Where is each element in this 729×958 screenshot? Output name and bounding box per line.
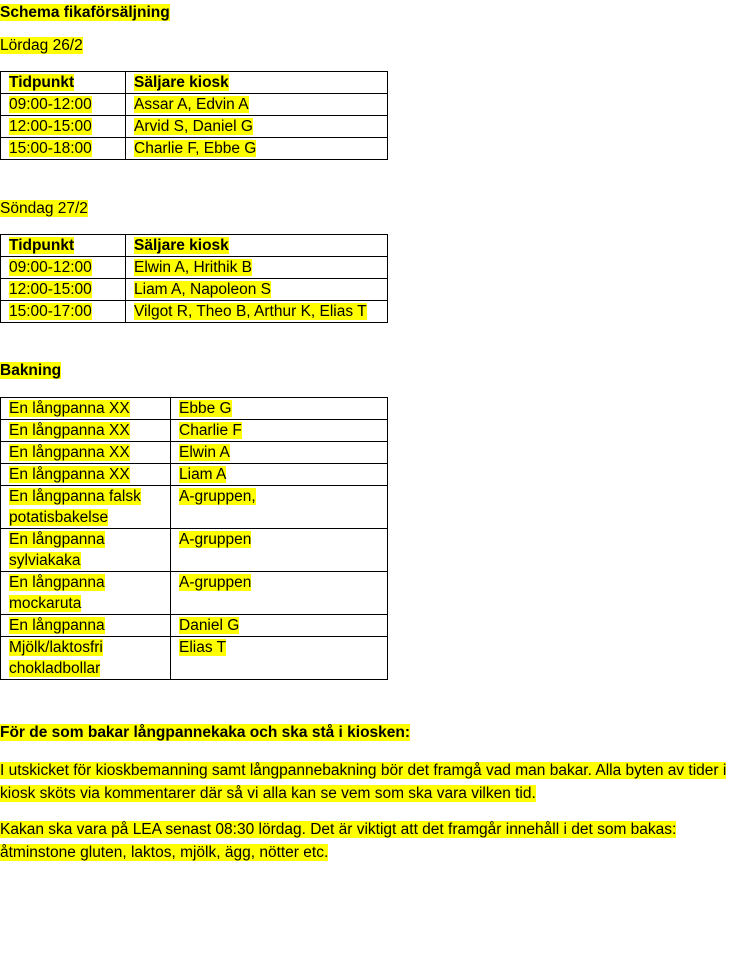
time-cell: 09:00-12:00 [1, 94, 126, 116]
item-cell: En långpanna XX [1, 420, 171, 442]
time-cell: 15:00-18:00 [1, 138, 126, 160]
info-paragraph-1: I utskicket för kioskbemanning samt långpannebakning bör det framgå vad man bakar. Alla byten av tider i kiosk sköts via kommentarer där så vi alla kan se vem som ska vara vilken tid. [0, 762, 727, 802]
sellers-cell: Charlie F, Ebbe G [126, 138, 388, 160]
time-cell: 12:00-15:00 [1, 116, 126, 138]
item-cell: En långpanna sylviakaka [1, 529, 171, 572]
item-cell: Mjölk/laktosfri chokladbollar [1, 637, 171, 680]
time-cell: 15:00-17:00 [1, 301, 126, 323]
table-row [1, 257, 388, 279]
sellers-cell: Vilgot R, Theo B, Arthur K, Elias T [126, 301, 388, 323]
table-row [1, 138, 388, 160]
table-row [1, 572, 388, 615]
sunday-schedule-table [0, 234, 388, 323]
table-row [1, 279, 388, 301]
baking-title: Bakning [0, 362, 62, 379]
sunday-label: Söndag 27/2 [0, 200, 88, 217]
sellers-cell: Liam A, Napoleon S [126, 279, 388, 301]
item-cell: En långpanna XX [1, 442, 171, 464]
table-header-row [1, 72, 388, 94]
sellers-cell: Assar A, Edvin A [126, 94, 388, 116]
baker-cell: A-gruppen [171, 572, 388, 615]
time-cell: 12:00-15:00 [1, 279, 126, 301]
table-row [1, 398, 388, 420]
table-row [1, 464, 388, 486]
table-row [1, 615, 388, 637]
sellers-cell: Elwin A, Hrithik B [126, 257, 388, 279]
table-row [1, 442, 388, 464]
baker-cell: Charlie F [171, 420, 388, 442]
saturday-schedule-table [0, 71, 388, 160]
item-cell: En långpanna falsk potatisbakelse [1, 486, 171, 529]
table-row [1, 301, 388, 323]
baker-cell: Elias T [171, 637, 388, 680]
table-row [1, 116, 388, 138]
time-cell: 09:00-12:00 [1, 257, 126, 279]
baking-table [0, 397, 388, 680]
sellers-cell: Arvid S, Daniel G [126, 116, 388, 138]
table-row [1, 94, 388, 116]
item-cell: En långpanna XX [1, 398, 171, 420]
table-row [1, 637, 388, 680]
header-tidpunkt: Tidpunkt [1, 72, 126, 94]
saturday-label: Lördag 26/2 [0, 37, 83, 54]
header-tidpunkt: Tidpunkt [1, 235, 126, 257]
table-header-row [1, 235, 388, 257]
table-row [1, 486, 388, 529]
baker-cell: A-gruppen [171, 529, 388, 572]
info-paragraph-2: Kakan ska vara på LEA senast 08:30 lördag. Det är viktigt att det framgår innehåll i det som bakas: åtminstone gluten, laktos, mjölk, ägg, nötter etc. [0, 821, 677, 861]
table-row [1, 420, 388, 442]
baker-cell: Liam A [171, 464, 388, 486]
item-cell: En långpanna mockaruta [1, 572, 171, 615]
baker-cell: Ebbe G [171, 398, 388, 420]
info-title: För de som bakar långpannekaka och ska stå i kiosken: [0, 724, 411, 741]
page-title: Schema fikaförsäljning [0, 4, 170, 21]
table-row [1, 529, 388, 572]
baker-cell: A-gruppen, [171, 486, 388, 529]
baker-cell: Elwin A [171, 442, 388, 464]
item-cell: En långpanna XX [1, 464, 171, 486]
header-saljare-kiosk: Säljare kiosk [126, 235, 388, 257]
header-saljare-kiosk: Säljare kiosk [126, 72, 388, 94]
baker-cell: Daniel G [171, 615, 388, 637]
item-cell: En långpanna [1, 615, 171, 637]
